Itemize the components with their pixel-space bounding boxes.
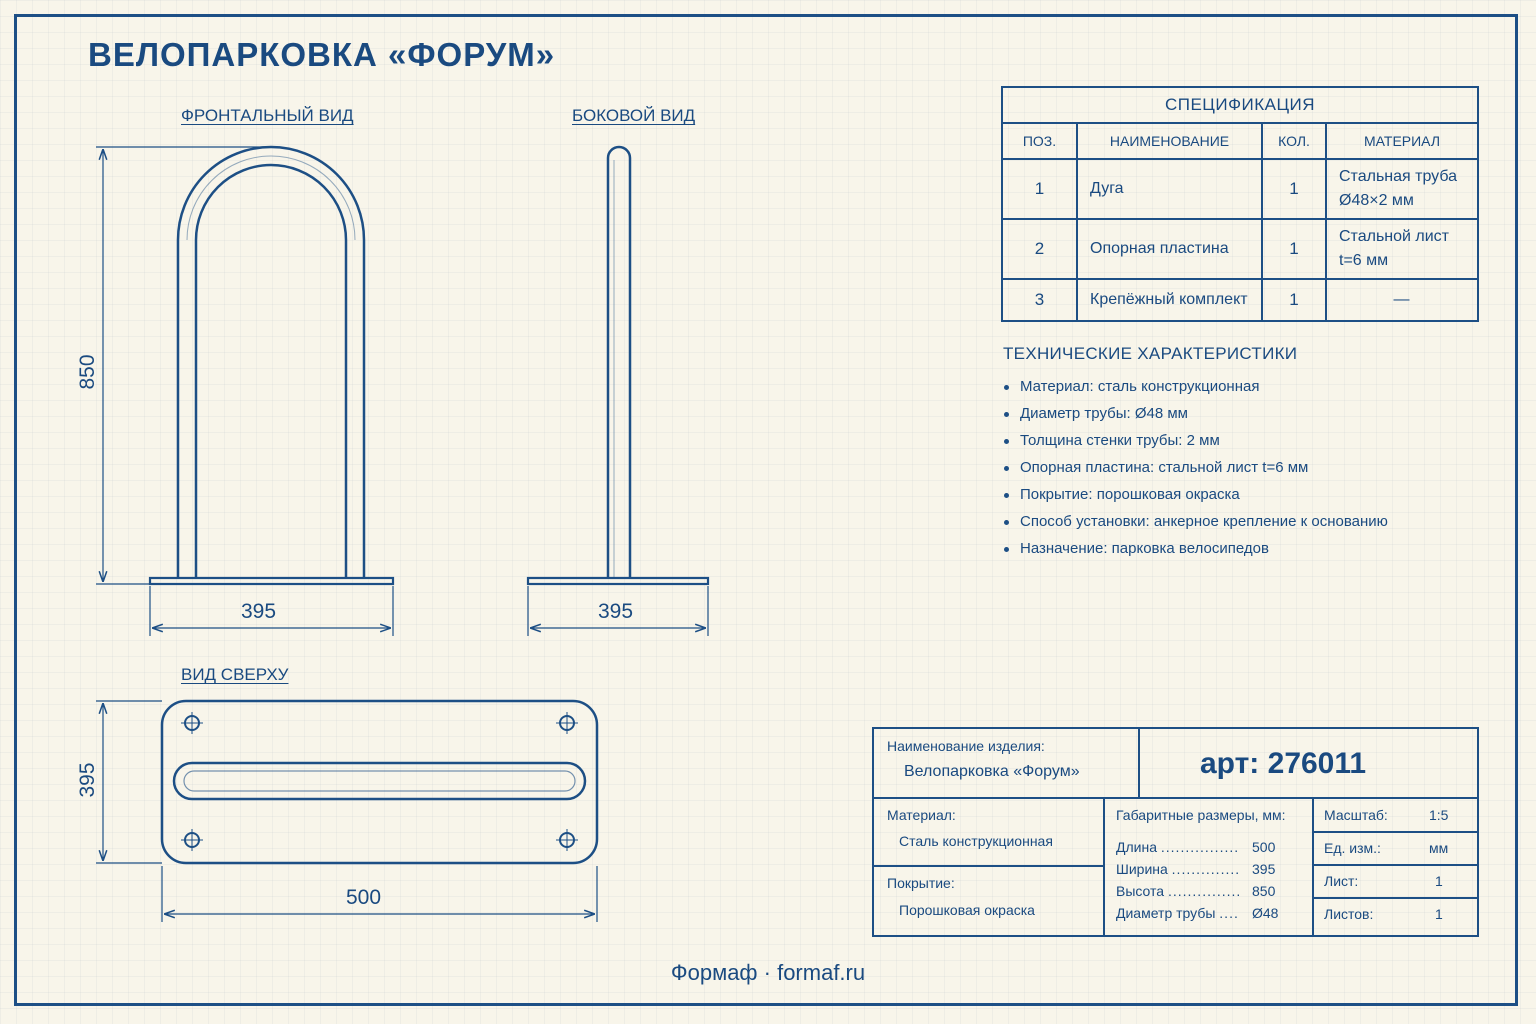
spec-header-name: НАИМЕНОВАНИЕ [1077,123,1262,159]
title-block [872,727,1479,937]
dim-row-diameter: Диаметр трубы .... [1116,905,1239,921]
spec-material-line2: t=6 мм [1339,252,1389,269]
front-view-hoop [178,147,364,578]
anchor-holes [181,712,578,851]
spec-header-pos: ПОЗ. [1002,123,1077,159]
list-item: Материал: сталь конструкционная [1003,373,1388,400]
spec-material-line1: Стальная труба [1339,168,1458,185]
unit-label: Ед. изм.: [1324,840,1381,856]
spec-material: — [1326,279,1478,321]
coating-label: Покрытие: [887,875,955,891]
material-value: Сталь конструкционная [899,833,1053,849]
top-view-plate [162,701,597,863]
product-name: Велопарковка «Форум» [904,763,1080,780]
spec-pos: 2 [1002,219,1077,279]
sheets-value: 1 [1435,906,1443,922]
spec-material-line2: Ø48×2 мм [1339,192,1414,209]
dims-label: Габаритные размеры, мм: [1116,807,1286,823]
spec-qty: 1 [1262,159,1326,219]
spec-caption: СПЕЦИФИКАЦИЯ [1002,87,1478,123]
unit-value: мм [1429,840,1449,856]
list-item: Диаметр трубы: Ø48 мм [1003,400,1388,427]
spec-header-qty: КОЛ. [1262,123,1326,159]
side-view-label: БОКОВОЙ ВИД [572,106,696,125]
list-item: Покрытие: порошковая окраска [1003,481,1388,508]
scale-value: 1:5 [1429,807,1449,823]
specification-table [1001,86,1479,322]
product-label: Наименование изделия: [887,738,1045,754]
side-width-value: 395 [598,600,634,623]
footer-brand: Формаф · formaf.ru [670,960,866,985]
top-width-value: 500 [346,886,382,909]
side-view-base-plate [528,578,708,584]
spec-name: Опорная пластина [1077,219,1262,279]
front-width-value: 395 [241,600,277,623]
top-view-tube [174,763,585,799]
sheet-label: Лист: [1324,873,1359,889]
spec-pos: 3 [1002,279,1077,321]
spec-material [1326,219,1478,279]
material-label: Материал: [887,807,956,823]
dim-value-width: 395 [1252,861,1276,877]
spec-name: Дуга [1077,159,1262,219]
top-height-dimension [96,701,162,863]
coating-value: Порошковая окраска [899,902,1035,918]
spec-qty: 1 [1262,219,1326,279]
dim-row-height: Высота ............... [1116,883,1242,899]
list-item: Назначение: парковка велосипедов [1003,535,1388,562]
sheet-value: 1 [1435,873,1443,889]
front-height-dimension [96,147,272,584]
front-view-label: ФРОНТАЛЬНЫЙ ВИД [181,106,354,125]
side-view-post [608,147,630,578]
front-view-base-plate [150,578,393,584]
top-height-value: 395 [76,762,99,798]
spec-header-material: МАТЕРИАЛ [1326,123,1478,159]
spec-material [1326,159,1478,219]
tech-title: ТЕХНИЧЕСКИЕ ХАРАКТЕРИСТИКИ [1003,344,1298,363]
spec-material-line1: Стальной лист [1339,228,1449,245]
sheets-label: Листов: [1324,906,1374,922]
top-view-label: ВИД СВЕРХУ [181,665,289,684]
dim-row-length: Длина ................ [1116,839,1240,855]
table-row [1002,279,1478,321]
list-item: Толщина стенки трубы: 2 мм [1003,427,1388,454]
spec-pos: 1 [1002,159,1077,219]
dim-value-diameter: Ø48 [1252,905,1279,921]
tech-list [1003,373,1388,562]
dim-value-height: 850 [1252,883,1276,899]
list-item: Способ установки: анкерное крепление к основанию [1003,508,1388,535]
table-row [1002,219,1478,279]
spec-name: Крепёжный комплект [1077,279,1262,321]
article-number: арт: 276011 [1200,747,1367,780]
front-height-value: 850 [76,354,99,390]
dim-row-width: Ширина .............. [1116,861,1241,877]
drawing-title: ВЕЛОПАРКОВКА «ФОРУМ» [88,36,556,73]
scale-label: Масштаб: [1324,807,1388,823]
spec-qty: 1 [1262,279,1326,321]
dim-value-length: 500 [1252,839,1276,855]
table-row [1002,159,1478,219]
list-item: Опорная пластина: стальной лист t=6 мм [1003,454,1388,481]
